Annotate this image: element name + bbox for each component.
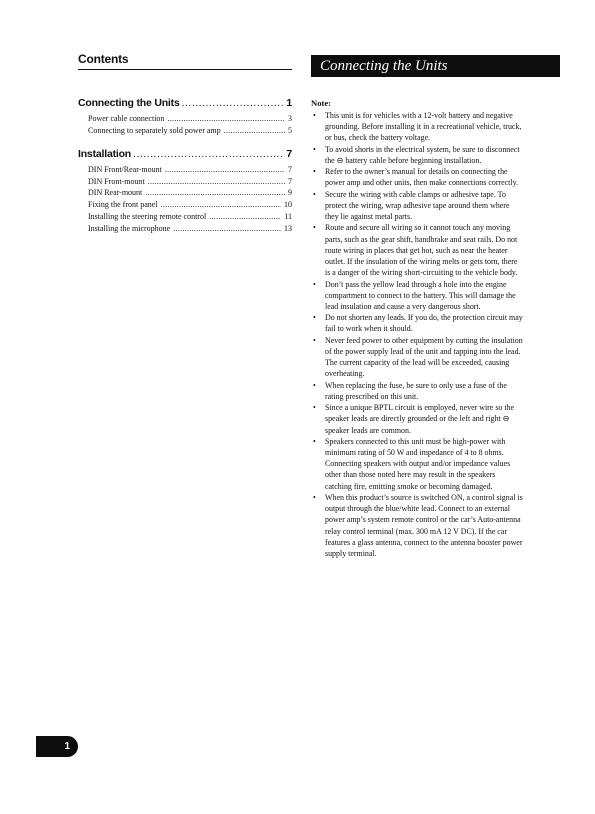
section-title-bar: Connecting the Units — [311, 55, 560, 77]
toc-leader-dots — [148, 176, 285, 188]
toc-item-label: Installing the steering remote control — [88, 211, 207, 221]
toc-section-title: Installation — [78, 148, 132, 160]
toc-item-label: Connecting to separately sold power amp — [88, 125, 221, 135]
toc-item[interactable] — [78, 199, 292, 211]
bullet-icon: • — [313, 167, 316, 177]
toc-leader-dots — [182, 97, 285, 109]
bullet-icon: • — [313, 144, 316, 154]
toc-item[interactable] — [78, 176, 292, 188]
note-item — [311, 222, 523, 278]
toc-leader-dots — [145, 187, 285, 199]
bullet-icon: • — [313, 223, 316, 233]
note-text: To avoid shorts in the electrical system, be sure to disconnect the ⊖ battery cable before beginning installation. — [325, 144, 520, 165]
note-text: When replacing the fuse, be sure to only use a fuse of the rating prescribed on this unit. — [325, 380, 507, 401]
toc-item-page: 3 — [288, 114, 292, 123]
bullet-icon: • — [313, 403, 316, 413]
toc-item-page: 13 — [284, 223, 292, 233]
bullet-icon: • — [313, 436, 316, 446]
note-item — [311, 436, 523, 492]
toc-leader-dots — [161, 199, 281, 211]
note-item — [311, 279, 523, 313]
toc-section-connecting — [78, 97, 292, 136]
note-heading: Note: — [311, 98, 332, 108]
bullet-icon: • — [313, 335, 316, 345]
toc-item-page: 7 — [288, 165, 292, 174]
toc-item[interactable] — [78, 125, 292, 137]
note-item — [311, 492, 523, 559]
note-item — [311, 166, 523, 188]
toc-item-label: Power cable connection — [88, 114, 165, 123]
note-text: Don’t pass the yellow lead through a hole into the engine compartment to connect to the battery. This will damage the lead insulation and cause a very dangerous short. — [325, 279, 516, 311]
toc-item-label: Fixing the front panel — [88, 200, 158, 210]
note-text: Do not shorten any leads. If you do, the protection circuit may fail to work when it should. — [325, 313, 523, 334]
toc-item-page: 9 — [288, 188, 292, 198]
toc-section-installation — [78, 148, 292, 234]
note-list — [311, 110, 523, 559]
toc-leader-dots — [209, 211, 281, 223]
note-item — [311, 144, 523, 166]
note-item — [311, 312, 523, 334]
toc-section-title: Connecting the Units — [78, 97, 180, 109]
note-item — [311, 380, 523, 402]
bullet-icon: • — [313, 380, 316, 390]
toc-item-label: DIN Rear-mount — [88, 188, 143, 198]
toc-item-page: 11 — [284, 211, 292, 221]
toc-leader-dots — [165, 164, 285, 176]
note-item — [311, 110, 523, 144]
toc-item-label: DIN Front/Rear-mount — [88, 165, 162, 174]
toc-item[interactable] — [78, 164, 292, 176]
note-text: Speakers connected to this unit must be high-power with minimum rating of 50 W and impedance of 4 to 8 ohms. Connecting speakers with output and/or impedance values other than those noted here may result in the speakers catching fire, emitting smoke or becoming damaged. — [325, 436, 511, 491]
contents-heading: Contents — [78, 52, 292, 70]
toc-item-page: 7 — [288, 176, 292, 186]
toc-item-label: DIN Front-mount — [88, 176, 145, 186]
toc-item-page: 5 — [288, 125, 292, 135]
note-text: When this product’s source is switched ON, a control signal is output through the blue/white lead. Connect to an external power amp’s system remote control or the car’s Auto-antenna relay control terminal (max. 300 mA 12 V DC). If the car features a glass antenna, connect to the antenna booster power supply terminal. — [325, 492, 523, 558]
toc-item[interactable] — [78, 187, 292, 199]
bullet-icon: • — [313, 111, 316, 120]
toc-item[interactable] — [78, 223, 292, 235]
toc-section-row[interactable] — [78, 97, 292, 109]
bullet-icon: • — [313, 492, 316, 502]
page-number-tab: 1 — [36, 736, 78, 757]
note-text: Secure the wiring with cable clamps or adhesive tape. To protect the wiring, wrap adhesive tape around them where they lie against metal parts. — [325, 189, 510, 222]
bullet-icon: • — [313, 313, 316, 323]
toc-leader-dots — [133, 148, 284, 160]
toc-section-row[interactable] — [78, 148, 292, 160]
toc-item-label: Installing the microphone — [88, 223, 171, 233]
toc-leader-dots — [173, 223, 281, 235]
note-text: Since a unique BPTL circuit is employed, never wire so the speaker leads are directly grounded or the left and right ⊖ speaker leads are common. — [325, 403, 515, 435]
bullet-icon: • — [313, 279, 316, 289]
note-item — [311, 335, 523, 380]
toc-item[interactable] — [78, 211, 292, 223]
note-text: This unit is for vehicles with a 12-volt battery and negative grounding. Before installing it in a recreational vehicle, truck, or bus, check the battery voltage. — [325, 111, 522, 143]
toc-item-page: 10 — [284, 200, 292, 210]
toc-leader-dots — [224, 125, 285, 137]
toc-section-page: 1 — [286, 97, 292, 109]
note-item — [311, 402, 523, 436]
toc-leader-dots — [167, 113, 285, 125]
note-text: Refer to the owner’s manual for details on connecting the power amp and other units, then make connections correctly. — [325, 167, 519, 188]
note-text: Never feed power to other equipment by cutting the insulation of the power supply lead of the unit and tapping into the lead. The current capacity of the lead will be exceeded, causing overheating. — [325, 335, 523, 379]
note-item — [311, 189, 523, 223]
note-text: Route and secure all wiring so it cannot touch any moving parts, such as the gear shift, handbrake and seat rails. Do not route wiring in places that get hot, such as near the heater outlet. If the insulation of the wiring melts or gets torn, there is a danger of the wiring short-circuiting to the vehicle body. — [325, 223, 518, 278]
bullet-icon: • — [313, 189, 316, 199]
toc-section-page: 7 — [286, 148, 292, 160]
toc-item[interactable] — [78, 113, 292, 125]
